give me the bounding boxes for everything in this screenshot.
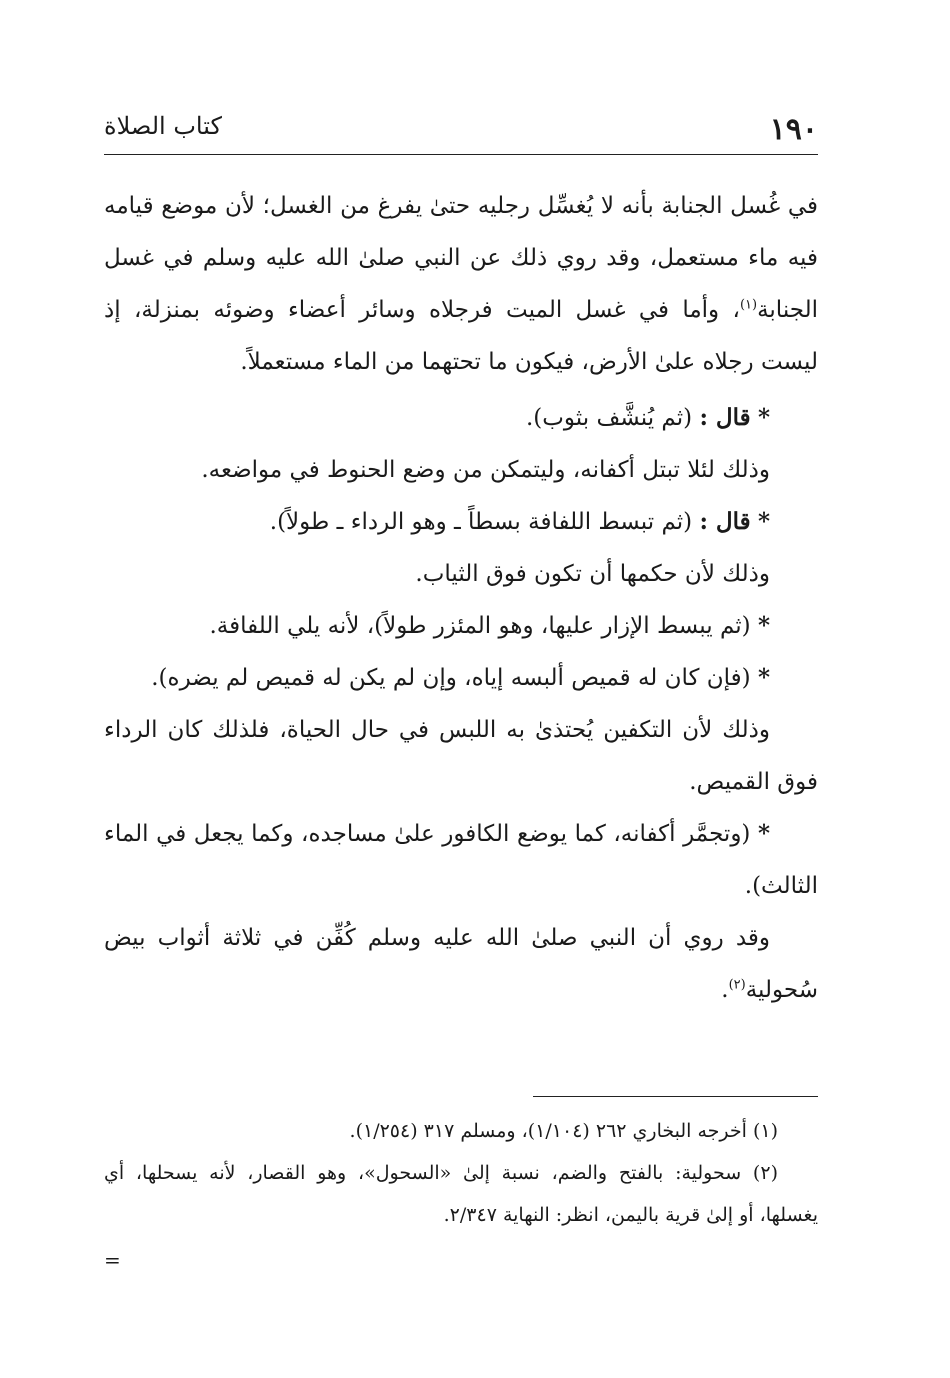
qal-label: قال :	[699, 404, 751, 431]
quote-tajmir: * (وتجمَّر أكفانه، كما يوضع الكافور علىٰ مساجده، وكما يجعل في الماء الثالث).	[104, 820, 818, 899]
quote-izar: * (ثم يبسط الإزار عليها، وهو المئزر طولاً)، لأنه يلي اللفافة.	[209, 612, 770, 639]
footnote-rule	[533, 1096, 818, 1097]
paragraph-reason-2: وذلك لأن حكمها أن تكون فوق الثياب.	[415, 561, 770, 587]
star-marker: *	[757, 612, 770, 639]
footnote-ref-1: (١)	[739, 297, 758, 313]
paragraph-hadith: وقد روي أن النبي صلىٰ الله عليه وسلم كُفِّن في ثلاثة أثواب بيض سُحولية$^{(٢)}$.	[104, 925, 818, 1003]
main-text	[104, 180, 818, 1016]
footnote-ref-2: (٢)	[728, 977, 746, 993]
running-title: كتاب الصلاة	[104, 112, 222, 140]
star-marker: *	[757, 404, 770, 431]
quote-qamis: * (فإن كان له قميص ألبسه إياه، وإن لم يكن له قميص لم يضره).	[151, 664, 770, 691]
footnotes	[104, 1110, 818, 1236]
paragraph-ghusl: في غُسل الجنابة بأنه لا يُغسِّل رجليه حتىٰ يفرغ من الغسل؛ لأن موضع قيامه فيه ماء مستعمل، وقد روي ذلك عن النبي صلىٰ الله عليه وسلم في غسل الجنابة$^{(١)}$، وأما في غسل الميت فرجلاه وسائر أعضاء وضوئه بمنزلة، إذ ليست رجلاه علىٰ الأرض، فيكون ما تحتهما من الماء مستعملاً.	[104, 193, 819, 375]
star-marker: *	[757, 508, 770, 535]
qal-label: قال :	[699, 508, 751, 535]
continuation-mark: =	[104, 1248, 121, 1272]
quote-tanshif: * قال : (ثم يُنشَّف بثوب).	[525, 404, 770, 431]
page-number: ١٩٠	[769, 112, 818, 147]
quote-lifafa: * قال : (ثم تبسط اللفافة بسطاً ـ وهو الرداء ـ طولاً).	[269, 508, 770, 535]
header-rule	[104, 154, 818, 155]
page-header	[104, 108, 818, 148]
star-marker: *	[757, 664, 770, 691]
footnote-2: (٢) سحولية: بالفتح والضم، نسبة إلىٰ «السحول»، وهو القصار، لأنه يسحلها، أي يغسلها، أو إلىٰ قرية باليمن، انظر: النهاية ٢/٣٤٧.	[104, 1162, 818, 1226]
paragraph-reason-3: وذلك لأن التكفين يُحتذىٰ به اللبس في حال الحياة، فلذلك كان الرداء فوق القميص.	[104, 717, 818, 795]
footnote-1: (١) أخرجه البخاري ٢٦٢ (١/١٠٤)، ومسلم ٣١٧ (١/٢٥٤).	[349, 1120, 778, 1142]
paragraph-reason-1: وذلك لئلا تبتل أكفانه، وليتمكن من وضع الحنوط في مواضعه.	[201, 457, 770, 483]
star-marker: *	[757, 820, 770, 847]
